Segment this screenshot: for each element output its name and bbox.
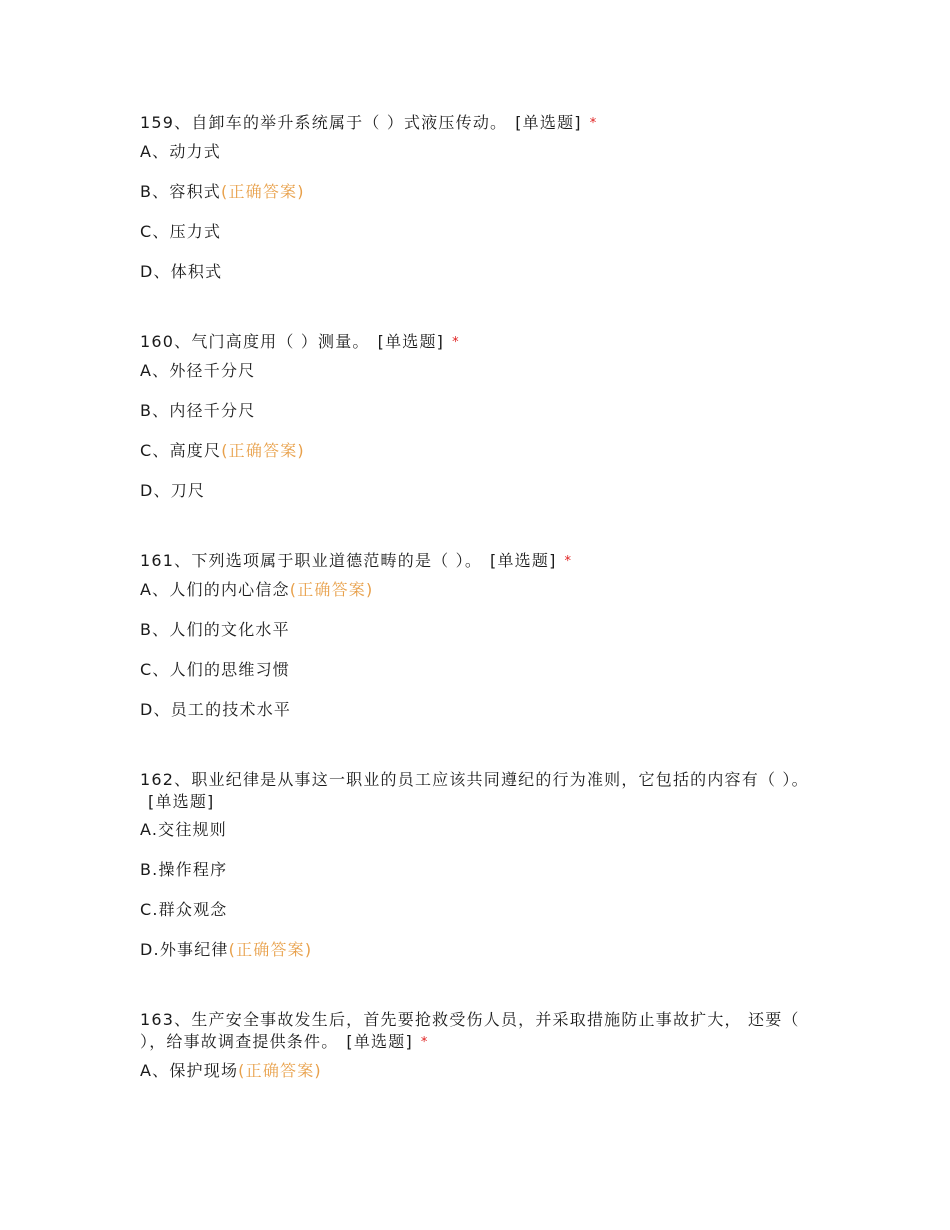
- correct-answer-tag: (正确答案): [228, 940, 313, 959]
- option-text: 内径千分尺: [169, 401, 256, 420]
- option-text: 交往规则: [158, 820, 227, 839]
- question-number: 159、: [140, 113, 192, 132]
- question-160: [140, 331, 820, 502]
- option-text: 员工的技术水平: [170, 700, 292, 719]
- correct-answer-tag: (正确答案): [221, 182, 305, 201]
- question-text: 自卸车的举升系统属于（ ）式液压传动。: [191, 113, 508, 132]
- option-b[interactable]: [140, 181, 820, 221]
- question-text: 气门高度用（ ）测量。: [191, 332, 370, 351]
- option-label: C.: [140, 900, 159, 919]
- required-mark: *: [452, 335, 460, 350]
- option-label: A、: [140, 580, 170, 599]
- question-number: 163、: [140, 1010, 192, 1029]
- option-d[interactable]: [140, 939, 820, 961]
- option-text: 人们的思维习惯: [169, 660, 290, 679]
- option-a[interactable]: [140, 1060, 820, 1082]
- option-text: 体积式: [170, 262, 223, 281]
- question-title: [140, 769, 820, 813]
- option-label: C、: [140, 222, 170, 241]
- option-d[interactable]: [140, 480, 820, 502]
- question-type: [单选题]: [346, 1032, 413, 1051]
- option-text: 外径千分尺: [169, 361, 256, 380]
- option-text: 压力式: [169, 222, 222, 241]
- option-d[interactable]: [140, 699, 820, 721]
- option-label: A、: [140, 142, 170, 161]
- option-label: C、: [140, 660, 170, 679]
- option-label: B.: [140, 860, 159, 879]
- option-d[interactable]: [140, 261, 820, 283]
- option-text: 刀尺: [170, 481, 206, 500]
- option-label: B、: [140, 182, 170, 201]
- correct-answer-tag: (正确答案): [221, 441, 305, 460]
- option-label: C、: [140, 441, 170, 460]
- option-text: 保护现场: [169, 1061, 239, 1080]
- question-162: [140, 769, 820, 961]
- option-text: 高度尺: [169, 441, 222, 460]
- question-type: [单选题]: [377, 332, 445, 351]
- question-text: 下列选项属于职业道德范畴的是（ ）。: [191, 551, 483, 570]
- option-label: D、: [140, 700, 171, 719]
- option-c[interactable]: [140, 221, 820, 261]
- option-text: 外事纪律: [159, 940, 229, 959]
- correct-answer-tag: (正确答案): [289, 580, 374, 599]
- option-label: D、: [140, 481, 171, 500]
- question-number: 161、: [140, 551, 192, 570]
- option-label: B、: [140, 401, 170, 420]
- required-mark: *: [420, 1035, 429, 1050]
- correct-answer-tag: (正确答案): [238, 1061, 322, 1080]
- question-type: [单选题]: [148, 792, 215, 811]
- option-label: A、: [140, 361, 170, 380]
- question-type: [单选题]: [515, 113, 582, 132]
- question-title: [140, 331, 820, 354]
- question-number: 162、: [140, 770, 192, 789]
- option-label: A、: [140, 1061, 170, 1080]
- option-c[interactable]: [140, 659, 820, 699]
- option-a[interactable]: [140, 141, 820, 181]
- option-b[interactable]: [140, 400, 820, 440]
- question-type: [单选题]: [490, 551, 557, 570]
- option-text: 群众观念: [158, 900, 228, 919]
- question-161: [140, 550, 820, 721]
- option-c[interactable]: [140, 440, 820, 480]
- option-label: B、: [140, 620, 170, 639]
- question-number: 160、: [140, 332, 192, 351]
- required-mark: *: [589, 116, 598, 131]
- survey-page: [140, 112, 820, 1130]
- question-title: [140, 1009, 820, 1054]
- option-a[interactable]: [140, 819, 820, 859]
- question-text: 职业纪律是从事这一职业的员工应该共同遵纪的行为准则，它包括的内容有（ ）。: [191, 770, 809, 789]
- option-label: A.: [140, 820, 159, 839]
- question-title: [140, 550, 820, 573]
- option-text: 容积式: [169, 182, 221, 201]
- option-label: D.: [140, 940, 160, 959]
- option-label: D、: [140, 262, 171, 281]
- option-b[interactable]: [140, 859, 820, 899]
- option-text: 人们的文化水平: [169, 620, 290, 639]
- question-163: [140, 1009, 820, 1082]
- option-a[interactable]: [140, 579, 820, 619]
- option-text: 动力式: [169, 142, 221, 161]
- option-text: 人们的内心信念: [169, 580, 290, 599]
- required-mark: *: [564, 554, 573, 569]
- question-text: 生产安全事故发生后，首先要抢救受伤人员，并采取措施防止事故扩大， 还要（ ），给事故调查提供条件。: [140, 1010, 800, 1051]
- option-text: 操作程序: [158, 860, 228, 879]
- option-c[interactable]: [140, 899, 820, 939]
- option-a[interactable]: [140, 360, 820, 400]
- option-b[interactable]: [140, 619, 820, 659]
- question-title: [140, 112, 820, 135]
- question-159: [140, 112, 820, 283]
